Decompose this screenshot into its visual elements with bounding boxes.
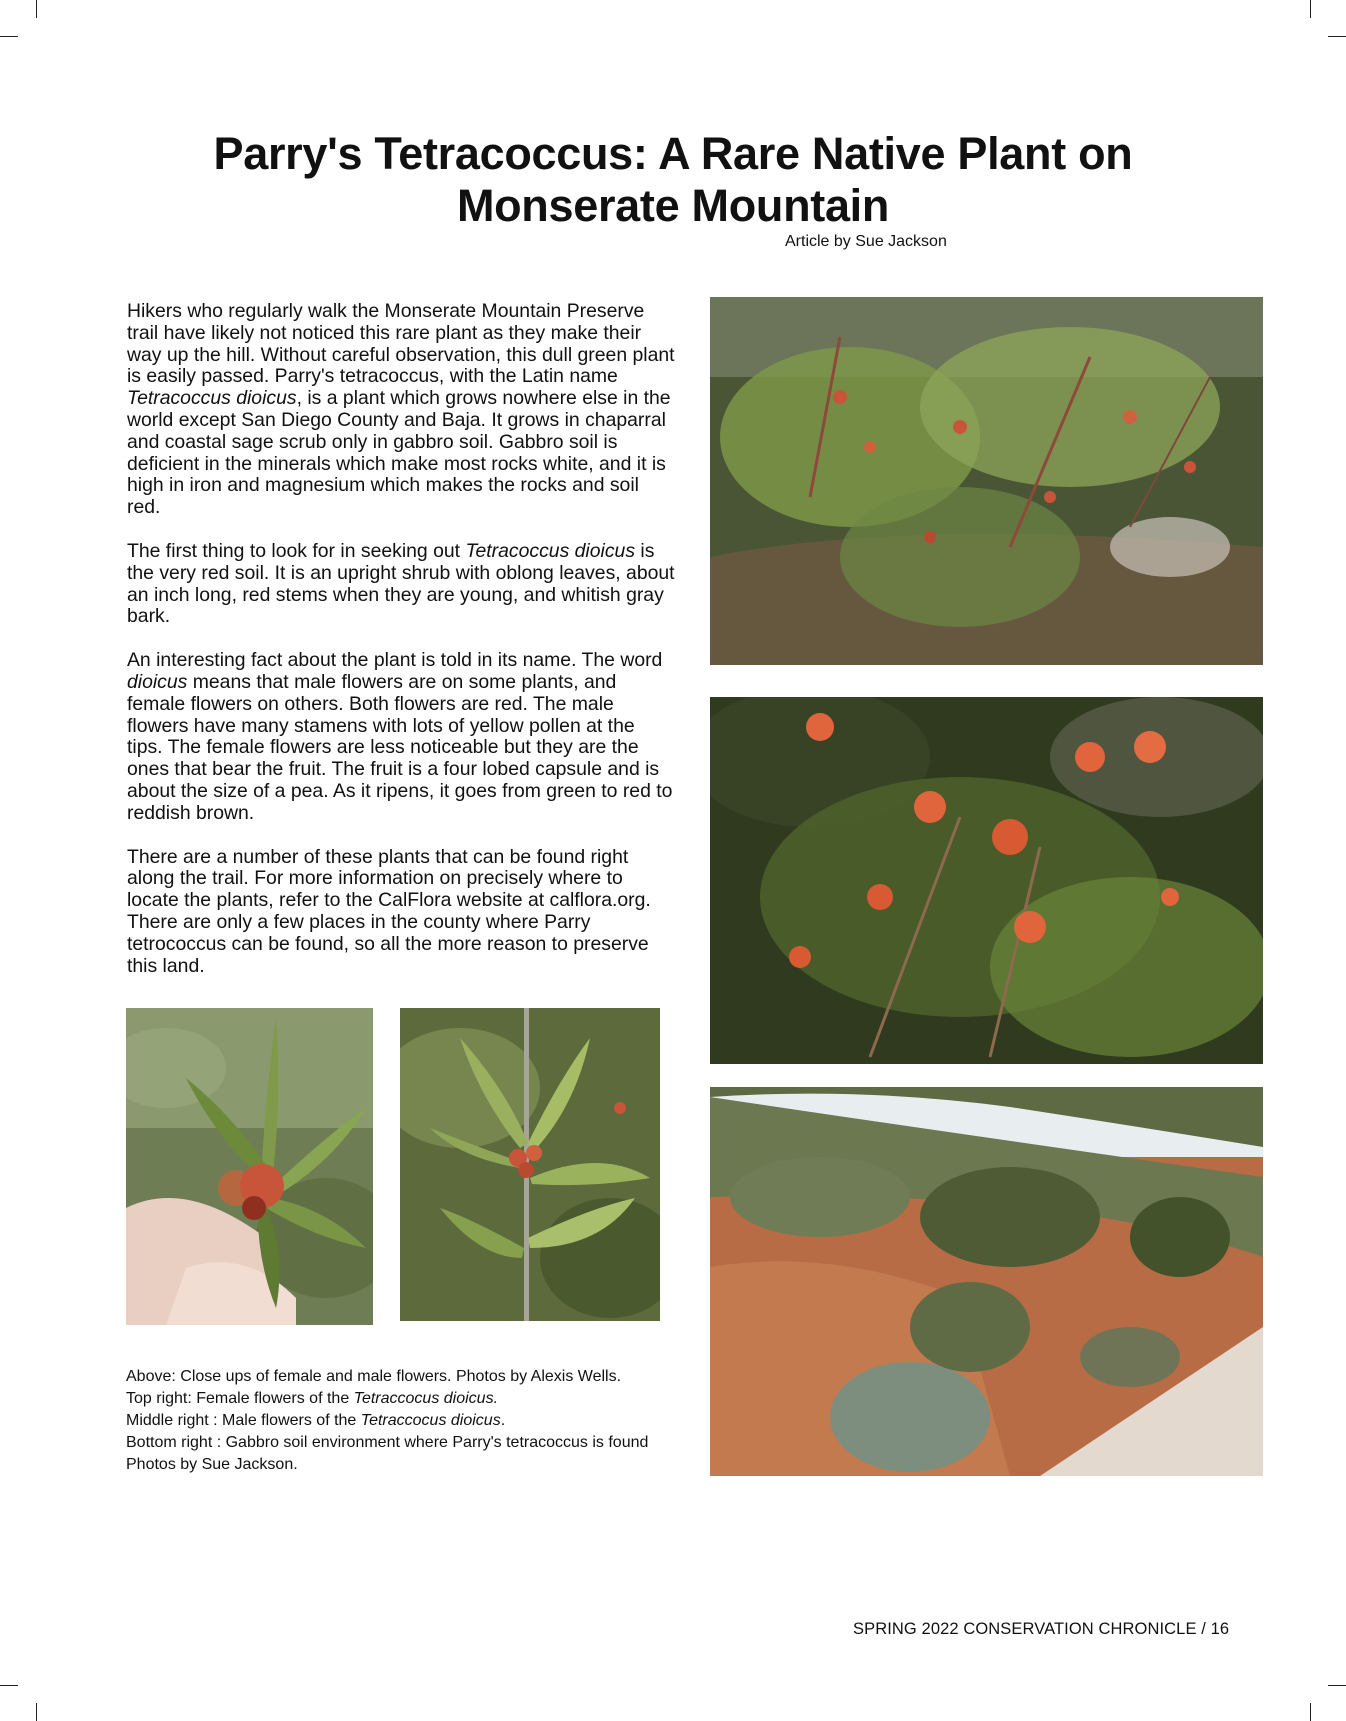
caption-line: Top right: Female flowers of the Tetraccocus dioicus.	[126, 1390, 499, 1407]
photo-male-flower-closeup	[400, 1008, 660, 1321]
photo-female-flower-closeup	[126, 1008, 373, 1325]
article-byline: Article by Sue Jackson	[785, 233, 947, 250]
body-paragraph: Hikers who regularly walk the Monserate Mountain Preserve trail have likely not noticed this rare plant as they make their way up the hill. Without careful observation, this dull green plant is easily passed. Parry's tetracoccus, with the Latin name Tetracoccus dioicus, is a plant which grows nowhere else in the world except San Diego County and Baja. It grows in chaparral and coastal sage scrub only in gabbro soil. Gabbro soil is deficient in the minerals which make most rocks white, and it is high in iron and magnesium which makes the rocks and soil red.	[127, 300, 675, 519]
body-paragraph: An interesting fact about the plant is told in its name. The word dioicus means that male flowers are on some plants, and female flowers on others. Both flowers are red. The male flowers have many stamens with lots of yellow pollen at the tips. The female flowers are less noticeable but they are the ones that bear the fruit. The fruit is a four lobed capsule and is about the size of a pea. As it ripens, it goes from green to red to reddish brown.	[127, 649, 673, 824]
page-footer: SPRING 2022 CONSERVATION CHRONICLE / 16	[853, 1620, 1230, 1638]
photo-gabbro-soil-environment	[710, 1087, 1263, 1476]
article-body	[127, 301, 675, 999]
crop-mark	[36, 1703, 37, 1721]
body-paragraph: There are a number of these plants that can be found right along the trail. For more information on precisely where to locate the plants, refer to the CalFlora website at calflora.org. There are only a few places in the county where Parry tetrococcus can be found, so all the more reason to preserve this land.	[127, 845, 651, 977]
crop-mark	[36, 0, 37, 18]
crop-mark	[1328, 1685, 1346, 1686]
caption-line: Middle right : Male flowers of the Tetraccocus dioicus.	[126, 1412, 506, 1429]
crop-mark	[1310, 0, 1311, 18]
caption-line: Bottom right : Gabbro soil environment where Parry's tetracoccus is found	[126, 1434, 649, 1451]
caption-line: Above: Close ups of female and male flowers. Photos by Alexis Wells.	[126, 1368, 622, 1385]
photo-female-flowers-shrub	[710, 297, 1263, 665]
crop-mark	[1310, 1703, 1311, 1721]
body-paragraph: The first thing to look for in seeking out Tetracoccus dioicus is the very red soil. It is an upright shrub with oblong leaves, about an inch long, red stems when they are young, and whitish gray bark.	[127, 539, 675, 628]
article-title: Parry's Tetracoccus: A Rare Native Plant on Monserate Mountain	[213, 128, 1133, 231]
photo-caption	[126, 1366, 696, 1476]
crop-mark	[0, 36, 18, 37]
caption-line: Photos by Sue Jackson.	[126, 1456, 298, 1473]
crop-mark	[0, 1685, 18, 1686]
crop-mark	[1328, 36, 1346, 37]
photo-male-flowers-shrub	[710, 697, 1263, 1064]
